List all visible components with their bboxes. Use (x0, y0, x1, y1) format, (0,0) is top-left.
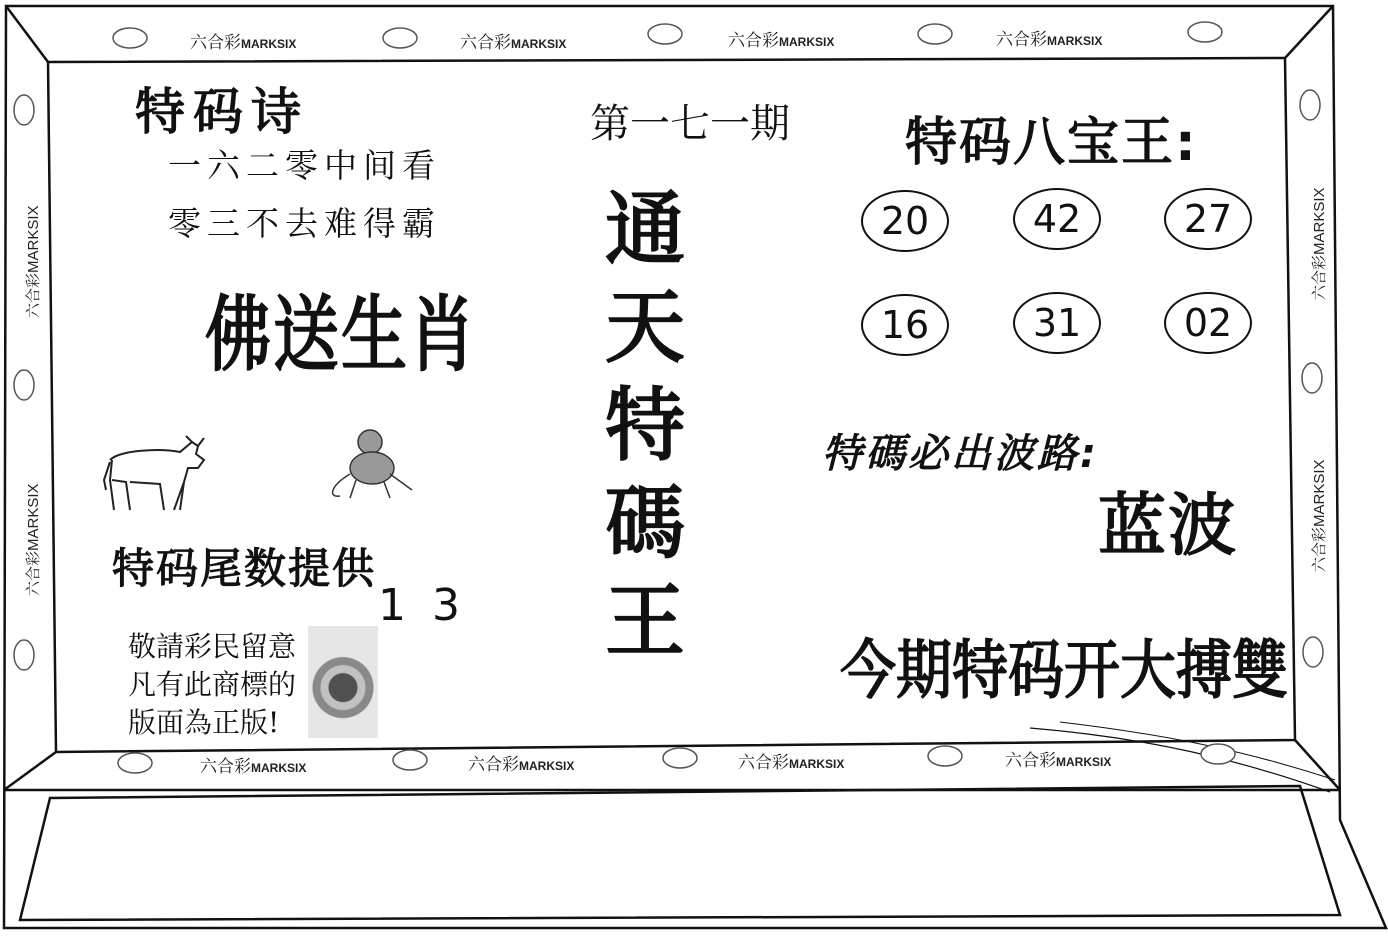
watermark-right-1: 六合彩MARKSIX (1311, 187, 1328, 300)
issue-number: 第一七一期 (590, 101, 790, 147)
watermark-top-4: 六合彩MARKSIX (996, 30, 1103, 49)
watermark-bottom-2: 六合彩MARKSIX (468, 755, 575, 774)
watermark-bottom-4: 六合彩MARKSIX (1005, 751, 1112, 770)
watermark-top-2: 六合彩MARKSIX (460, 33, 567, 52)
watermark-left-2: 六合彩MARKSIX (25, 483, 42, 596)
watermark-bottom-1: 六合彩MARKSIX (200, 757, 307, 776)
number-ball-4: 16 (861, 294, 949, 356)
slogan: 今期特码开大搏雙 (840, 633, 1288, 709)
tail-label: 特码尾数提供 (112, 544, 377, 593)
ox-icon (100, 430, 210, 520)
wave-label: 特碼必出波路: (822, 431, 1099, 477)
number-ball-2: 42 (1013, 188, 1101, 250)
notice-text (128, 628, 296, 742)
number-ball-3: 27 (1164, 188, 1252, 250)
center-title (590, 180, 700, 670)
eight-treasure-title: 特码八宝王: (905, 113, 1198, 173)
notice-line-2: 凡有此商標的 (128, 668, 297, 701)
notice-line-3: 版面為正版! (128, 706, 280, 739)
poem-title: 特码诗 (135, 83, 309, 141)
watermark-right-2: 六合彩MARKSIX (1311, 459, 1328, 572)
poem-line-1: 一六二零中间看 (168, 146, 441, 185)
center-title-char-1: 通 (605, 182, 685, 276)
center-title-char-3: 特 (605, 378, 685, 472)
wave-value: 蓝波 (1098, 487, 1239, 566)
notice-line-1: 敬請彩民留意 (128, 630, 297, 663)
trademark-stamp (308, 626, 378, 738)
monkey-icon (320, 424, 420, 504)
center-title-char-5: 王 (605, 574, 685, 668)
number-ball-6: 02 (1164, 292, 1252, 354)
poem-subtitle: 佛送生肖 (205, 286, 477, 383)
tail-digit-2: 3 (432, 580, 460, 631)
watermark-top-3: 六合彩MARKSIX (728, 31, 835, 50)
tail-digit-1: 1 (378, 580, 406, 631)
watermark-bottom-3: 六合彩MARKSIX (738, 753, 845, 772)
number-ball-1: 20 (861, 190, 949, 252)
number-ball-5: 31 (1013, 292, 1101, 354)
watermark-top-1: 六合彩MARKSIX (190, 33, 297, 52)
center-title-char-2: 天 (605, 280, 685, 374)
poem-line-2: 零三不去难得霸 (168, 204, 441, 243)
center-title-char-4: 碼 (605, 476, 685, 570)
watermark-left-1: 六合彩MARKSIX (25, 205, 42, 318)
